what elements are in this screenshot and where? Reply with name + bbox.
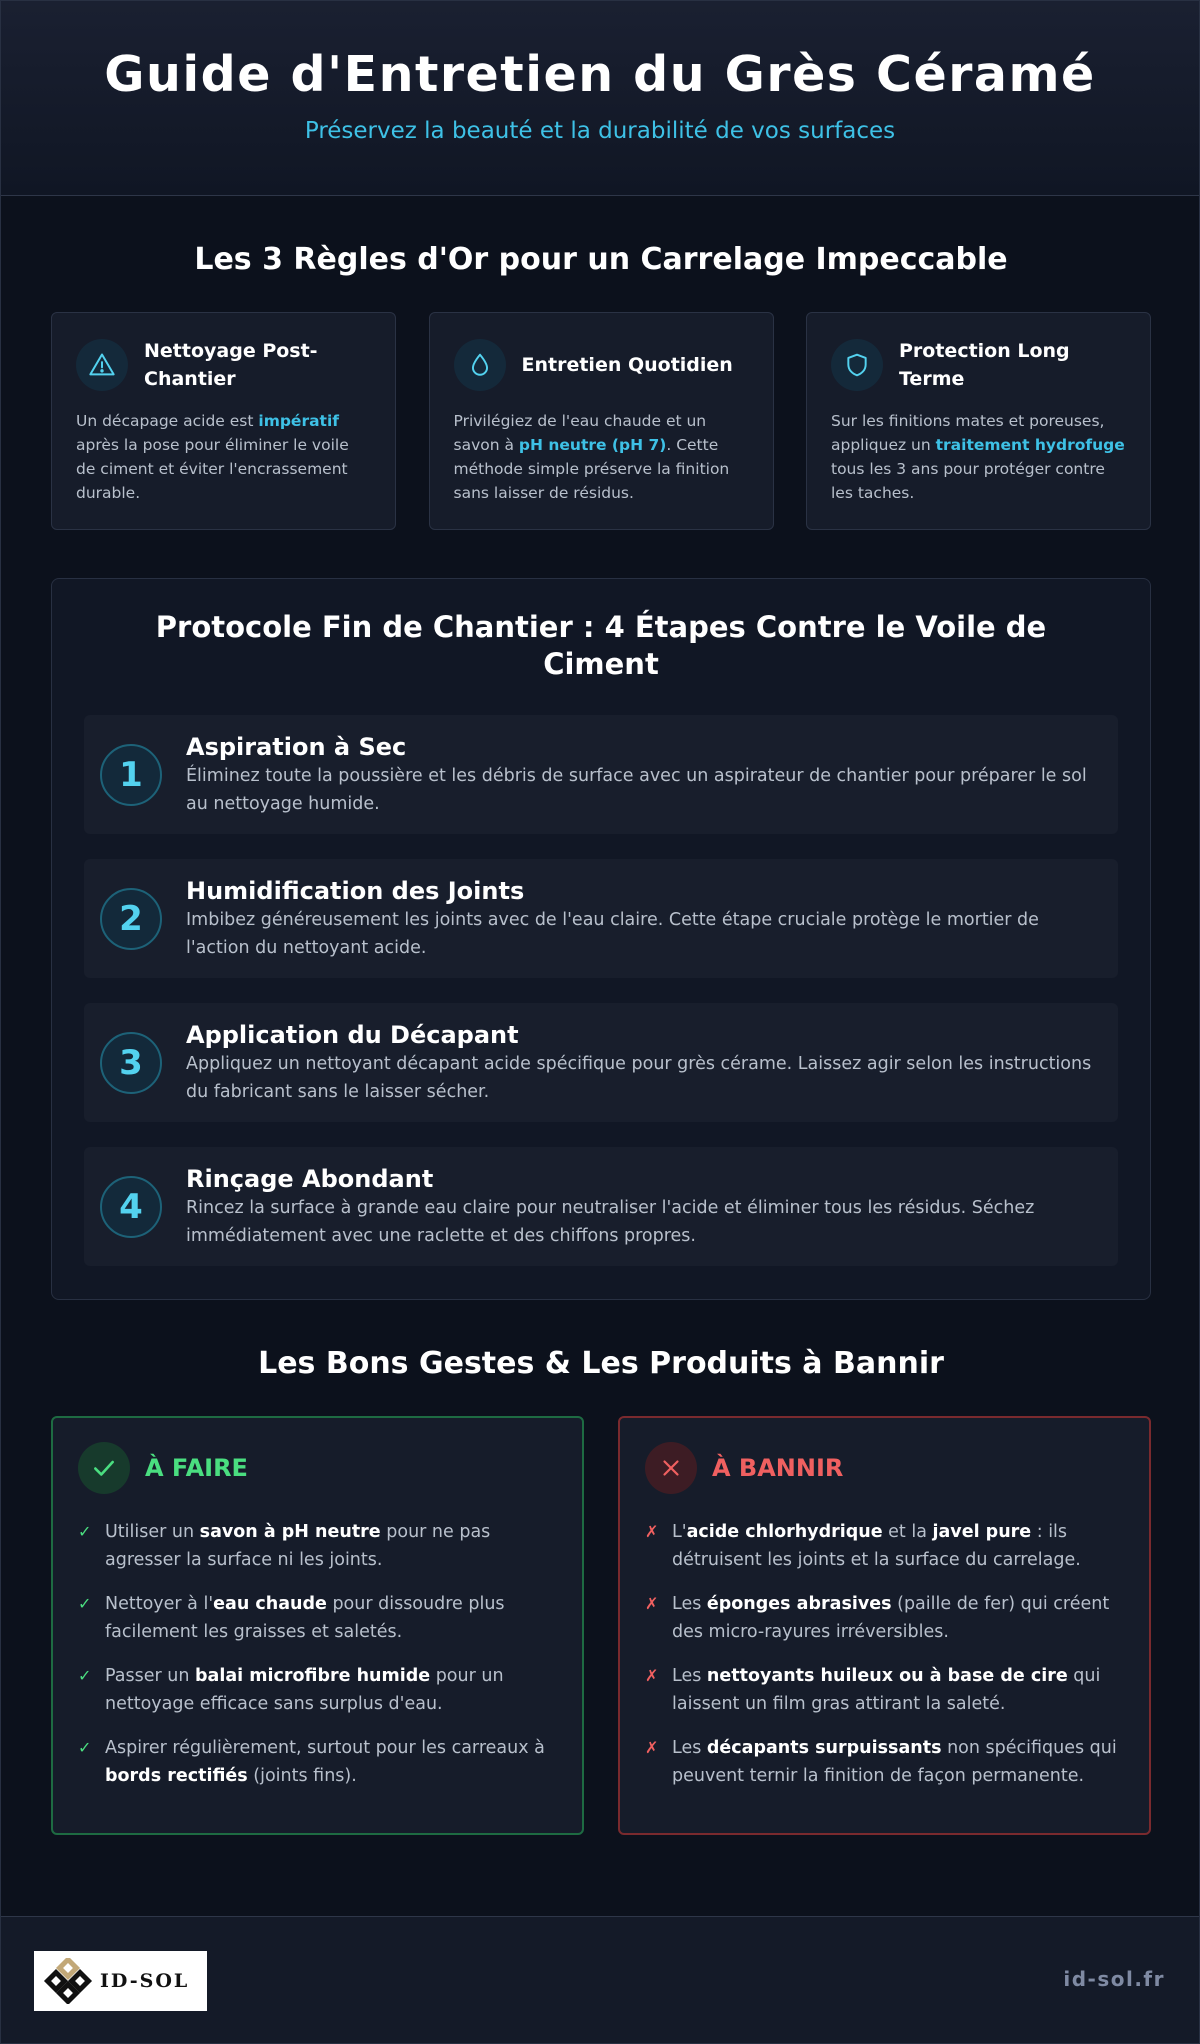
- rules-cards: [51, 312, 1151, 530]
- check-icon: [78, 1442, 130, 1494]
- rule-highlight: pH neutre (pH 7): [518, 436, 667, 454]
- website-link[interactable]: id-sol.fr: [1063, 1967, 1165, 1991]
- page-header: [1, 1, 1199, 196]
- rule-highlight: impératif: [258, 412, 340, 430]
- do-card: [51, 1416, 584, 1835]
- check-mark-icon: ✓: [78, 1594, 92, 1613]
- protocol-step: [84, 715, 1118, 834]
- cross-mark-icon: ✗: [645, 1594, 659, 1613]
- close-icon: [645, 1442, 697, 1494]
- step-description: Appliquez un nettoyant décapant acide spécifique pour grès cérame. Laissez agir selon les instructions du fabricant sans le laisser sécher.: [186, 1053, 1092, 1102]
- protocol-section: [51, 578, 1151, 1300]
- step-title: Humidification des Joints: [186, 876, 525, 905]
- dont-label: À BANNIR: [712, 1454, 844, 1482]
- list-item: ✓ Nettoyer à l'eau chaude pour dissoudre plus facilement les graisses et saletés.: [78, 1590, 557, 1646]
- step-number-badge: 3: [100, 1032, 162, 1094]
- rule-description: Privilégiez de l'eau chaude et un savon à pH neutre (pH 7). Cette méthode simple préserve la finition sans laisser de résidus.: [453, 412, 730, 502]
- list-item: ✓ Aspirer régulièrement, surtout pour les carreaux à bords rectifiés (joints fins).: [78, 1734, 557, 1790]
- do-label: À FAIRE: [145, 1454, 248, 1482]
- step-title: Rinçage Abondant: [186, 1164, 434, 1193]
- protocol-step: [84, 1147, 1118, 1266]
- cross-mark-icon: ✗: [645, 1522, 659, 1541]
- list-item: ✓ Utiliser un savon à pH neutre pour ne pas agresser la surface ni les joints.: [78, 1518, 557, 1574]
- protocol-title: Protocole Fin de Chantier : 4 Étapes Contre le Voile de Ciment: [155, 610, 1047, 681]
- rules-section-title: Les 3 Règles d'Or pour un Carrelage Impeccable: [194, 242, 1008, 277]
- step-number-badge: 4: [100, 1176, 162, 1238]
- step-title: Aspiration à Sec: [186, 732, 407, 761]
- step-description: Rincez la surface à grande eau claire pour neutraliser l'acide et éliminer tous les résidus. Séchez immédiatement avec une raclette et des chiffons propres.: [186, 1197, 1035, 1246]
- list-item: ✗ Les éponges abrasives (paille de fer) qui créent des micro-rayures irréversibles.: [645, 1590, 1124, 1646]
- warning-icon: [76, 339, 128, 391]
- rule-description: Sur les finitions mates et poreuses, appliquez un traitement hydrofuge tous les 3 ans pour protéger contre les taches.: [831, 412, 1125, 502]
- cross-mark-icon: ✗: [645, 1738, 659, 1757]
- dos-donts: [51, 1416, 1151, 1835]
- rule-card-post-chantier: [51, 312, 396, 530]
- list-item: ✗ Les décapants surpuissants non spécifiques qui peuvent ternir la finition de façon permanente.: [645, 1734, 1124, 1790]
- logo[interactable]: [34, 1951, 207, 2011]
- step-title: Application du Décapant: [186, 1020, 519, 1049]
- water-drop-icon: [454, 339, 506, 391]
- protocol-step: [84, 1003, 1118, 1122]
- shield-icon: [831, 339, 883, 391]
- list-item: ✗ Les nettoyants huileux ou à base de cire qui laissent un film gras attirant la saleté.: [645, 1662, 1124, 1718]
- rule-title: Entretien Quotidien: [521, 354, 733, 376]
- rule-title: Nettoyage Post-Chantier: [144, 340, 318, 390]
- check-mark-icon: ✓: [78, 1666, 92, 1685]
- step-description: Imbibez généreusement les joints avec de l'eau claire. Cette étape cruciale protège le mortier de l'action du nettoyant acide.: [186, 909, 1039, 958]
- rule-title: Protection Long Terme: [899, 340, 1070, 390]
- list-item: ✗ L'acide chlorhydrique et la javel pure : ils détruisent les joints et la surface du carrelage.: [645, 1518, 1124, 1574]
- rule-card-protection: [806, 312, 1151, 530]
- protocol-step: [84, 859, 1118, 978]
- protocol-steps: [84, 715, 1118, 1266]
- page-subtitle: Préservez la beauté et la durabilité de vos surfaces: [304, 118, 896, 144]
- step-number-badge: 2: [100, 888, 162, 950]
- page-title: Guide d'Entretien du Grès Céramé: [104, 46, 1096, 103]
- check-mark-icon: ✓: [78, 1738, 92, 1757]
- page-footer: [1, 1916, 1199, 2043]
- dont-card: [618, 1416, 1151, 1835]
- dos-donts-title: Les Bons Gestes & Les Produits à Bannir: [258, 1346, 944, 1381]
- rule-description: Un décapage acide est impératif après la pose pour éliminer le voile de ciment et éviter l'encrassement durable.: [76, 412, 349, 502]
- rule-highlight: traitement hydrofuge: [935, 436, 1125, 454]
- step-number-badge: 1: [100, 744, 162, 806]
- logo-diamond-icon: [42, 1958, 94, 2004]
- logo-text: ID-SOL: [100, 1970, 190, 1992]
- rule-card-quotidien: [429, 312, 774, 530]
- list-item: ✓ Passer un balai microfibre humide pour un nettoyage efficace sans surplus d'eau.: [78, 1662, 557, 1718]
- check-mark-icon: ✓: [78, 1522, 92, 1541]
- step-description: Éliminez toute la poussière et les débris de surface avec un aspirateur de chantier pour préparer le sol au nettoyage humide.: [186, 765, 1087, 814]
- cross-mark-icon: ✗: [645, 1666, 659, 1685]
